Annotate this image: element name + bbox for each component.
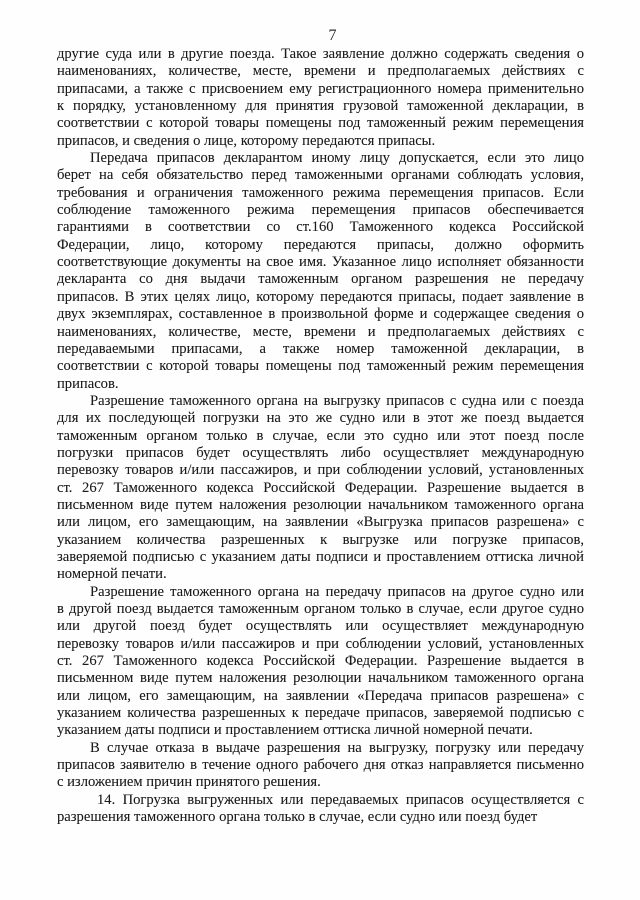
text-line: указанием количества разрешенных к выгрузке или погрузке припасов, (57, 531, 584, 548)
text-line: 14. Погрузка выгруженных или передаваемых припасов осуществляется с (97, 791, 584, 808)
text-line: в другой поезд выдается таможенным органом только в случае, если другое судно (57, 601, 584, 617)
text-line: наименованиях, количестве, месте, времени и предполагаемых действиях с (57, 63, 584, 80)
paragraph (57, 792, 584, 827)
text-line: таможенным органом только в случае, если это судно или этот поезд после (57, 427, 584, 444)
text-line: письменном виде путем наложения резолюции начальником таможенного органа (57, 496, 584, 513)
text-line: гарантиями в соответствии со ст.160 Таможенного кодекса Российской (57, 219, 584, 236)
text-line: перевозку товаров и/или пассажиров, и при соблюдении условий, установленных (57, 462, 584, 479)
text-line: припасами, а также с присвоением ему регистрационного номера применительно (57, 80, 584, 97)
paragraph (57, 150, 584, 393)
text-line: соблюдение таможенного режима перемещения припасов обеспечивается (57, 202, 584, 219)
text-line: для их последующей погрузки на это же судно или в этот же поезд выдается (57, 410, 584, 427)
text-line: ст. 267 Таможенного кодекса Российской Федерации. Разрешение выдается в (57, 653, 584, 670)
paragraph (57, 393, 584, 584)
text-line: с изложением причин принятого решения. (57, 774, 321, 791)
text-line: берет на себя обязательство перед таможенными органами соблюдать условия, (57, 167, 584, 184)
text-line: ст. 267 Таможенного кодекса Российской Федерации. Разрешение выдается в (57, 479, 584, 496)
text-line: передаваемыми припасами, а также номер таможенной декларации, в (57, 340, 584, 357)
text-line: соответствии с которой товары помещены под таможенный режим перемещения (57, 115, 584, 132)
text-line: или лицом, его замещающим, на заявлении «Выгрузка припасов разрешена» с (57, 514, 584, 531)
text-line: разрешения таможенного органа только в случае, если судно или поезд будет (57, 809, 538, 826)
text-line: двух экземплярах, составленное в произвольной форме и содержащее сведения о (57, 306, 584, 323)
text-line: припасов. (57, 375, 119, 392)
paragraph (57, 46, 584, 150)
text-line: Федерации, лицо, которому передаются припасы, должно оформить (57, 236, 584, 253)
text-line: указанием даты подписи и проставлением оттиска личной номерной печати. (57, 722, 533, 739)
text-line: припасов заявителю в течение одного рабочего дня отказ направляется письменно (57, 757, 584, 774)
text-line: декларанта со дня выдачи таможенным органом разрешения не передачу (57, 271, 584, 288)
text-line: Передача припасов декларантом иному лицу допускается, если это лицо (90, 150, 584, 167)
text-line: Разрешение таможенного органа на передачу припасов на другое судно или (90, 583, 584, 600)
paragraph (57, 740, 584, 792)
text-line: указанием количества разрешенных к передаче припасов, заверяемой подписью с (57, 705, 584, 722)
text-line: или лицом, его замещающим, на заявлении «Передача припасов разрешена» с (57, 687, 584, 704)
text-line: Разрешение таможенного органа на выгрузку припасов с судна или с поезда (90, 392, 584, 409)
text-line: к порядку, установленному для принятия грузовой таможенной декларации, в (57, 98, 584, 115)
text-line: номерной печати. (57, 566, 167, 583)
text-line: или другой поезд будет осуществлять или осуществляет международную (57, 618, 584, 635)
text-line: соответствующие документы на свое имя. Указанное лицо исполняет обязанности (57, 254, 584, 271)
text-line: заверяемой подписью с указанием даты подписи и проставлением оттиска личной (57, 548, 584, 565)
text-line: соответствии с которой товары помещены под таможенный режим перемещения (57, 358, 584, 375)
text-line: припасов. В этих целях лицо, которому передаются припасы, подает заявление в (57, 288, 584, 305)
document-text (57, 46, 584, 826)
text-line: погрузки припасов будет осуществлять либо осуществляет международную (57, 444, 584, 461)
text-line: припасов, и сведения о лице, которому передаются припасы. (57, 132, 436, 149)
text-line: письменном виде путем наложения резолюции начальником таможенного органа (57, 670, 584, 687)
paragraph (57, 584, 584, 740)
text-line: требования и ограничения таможенного режима перемещения припасов. Если (57, 184, 584, 201)
text-line: перевозку товаров и/или пассажиров и при соблюдении условий, установленных (57, 635, 584, 652)
text-line: другие суда или в другие поезда. Такое заявление должно содержать сведения о (57, 46, 584, 62)
text-line: наименованиях, количестве, месте, времени и предполагаемых действиях с (57, 323, 584, 340)
text-line: В случае отказа в выдаче разрешения на выгрузку, погрузку или передачу (90, 739, 584, 756)
page-number: 7 (328, 27, 337, 44)
